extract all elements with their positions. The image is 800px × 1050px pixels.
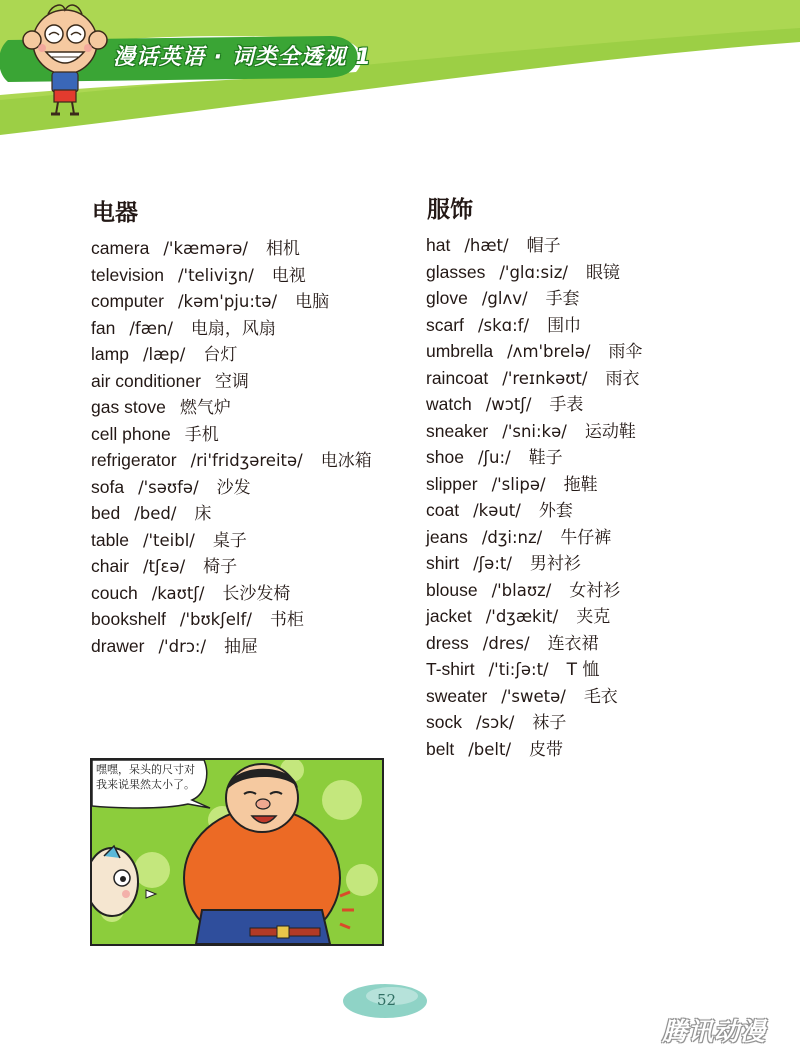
chinese-meaning: 毛衣 (583, 686, 618, 707)
chinese-meaning: 雨伞 (608, 342, 643, 362)
chinese-meaning: 手表 (549, 395, 584, 415)
phonetic-transcription: /'ti:ʃə:t/ (488, 660, 549, 679)
chinese-meaning: 外套 (538, 501, 573, 521)
appliance-word-list (91, 235, 372, 659)
phonetic-transcription: /'bʊkʃelf/ (179, 610, 252, 629)
english-word: computer (91, 291, 164, 311)
phonetic-transcription: /læp/ (142, 345, 186, 364)
phonetic-transcription: /'drɔ:/ (158, 636, 207, 656)
english-word: watch (426, 394, 472, 414)
chinese-meaning: 抽屉 (224, 636, 259, 657)
word-entry (426, 285, 642, 312)
english-word: cell phone (91, 423, 171, 444)
english-word: scarf (426, 314, 464, 335)
english-word: hat (426, 235, 451, 255)
word-entry (426, 709, 642, 736)
series-title: 漫话英语 · 词类全透视 1 (113, 45, 372, 70)
phonetic-transcription: /'slipə/ (491, 474, 546, 494)
word-entry (91, 474, 372, 501)
english-word: shirt (426, 553, 460, 573)
word-entry (426, 524, 642, 551)
phonetic-transcription: /'dʒækit/ (485, 607, 559, 626)
word-entry (426, 736, 642, 763)
word-entry (91, 633, 372, 660)
chinese-meaning: 皮带 (529, 739, 564, 760)
english-word: fan (91, 317, 116, 338)
word-entry (426, 603, 642, 630)
phonetic-transcription: /'teibl/ (142, 530, 195, 550)
word-entry (426, 656, 642, 683)
word-entry (426, 683, 642, 710)
phonetic-transcription: /bed/ (134, 504, 177, 523)
chinese-meaning: 连衣裙 (547, 633, 599, 654)
word-entry (426, 497, 642, 524)
english-word: sneaker (426, 420, 489, 441)
word-entry (91, 235, 372, 262)
english-word: couch (91, 582, 138, 603)
english-word: air conditioner (91, 370, 201, 391)
chinese-meaning: 雨衣 (605, 368, 640, 389)
comic-panel (90, 758, 384, 946)
word-entry (91, 368, 372, 395)
english-word: gas stove (91, 397, 166, 417)
word-entry (426, 391, 642, 418)
chinese-meaning: 空调 (214, 371, 249, 392)
english-word: refrigerator (91, 450, 177, 470)
phonetic-transcription: /hæt/ (464, 236, 509, 255)
phonetic-transcription: /sɔk/ (475, 713, 515, 732)
phonetic-transcription: /'blaʊz/ (491, 580, 552, 600)
word-entry (426, 471, 642, 498)
chinese-meaning: 女衬衫 (569, 580, 621, 601)
word-entry (426, 338, 642, 365)
phonetic-transcription: /belt/ (468, 739, 512, 759)
phonetic-transcription: /ʌm'brelə/ (507, 342, 591, 361)
english-word: glasses (426, 261, 486, 282)
chinese-meaning: 电视 (271, 265, 306, 286)
phonetic-transcription: /'səʊfə/ (138, 477, 199, 497)
english-word: coat (426, 500, 460, 520)
chinese-meaning: 相机 (265, 239, 300, 259)
word-entry (91, 421, 372, 448)
english-word: sock (426, 712, 462, 732)
phonetic-transcription: /tʃɛə/ (142, 557, 186, 576)
phonetic-transcription: /'teliviʒn/ (177, 265, 254, 285)
word-entry (91, 447, 372, 474)
chinese-meaning: 椅子 (203, 557, 238, 577)
english-word: table (91, 529, 129, 550)
watermark: 腾讯动漫 (662, 1017, 767, 1046)
word-entry (91, 341, 372, 368)
word-entry (426, 418, 642, 445)
phonetic-transcription: /glʌv/ (481, 289, 528, 308)
chinese-meaning: 沙发 (216, 477, 251, 498)
phonetic-transcription: /'glɑ:siz/ (499, 262, 568, 282)
chinese-meaning: 鞋子 (528, 448, 563, 468)
chinese-meaning: 电扇，风扇 (190, 318, 276, 339)
clothing-word-list (426, 232, 642, 762)
english-word: shoe (426, 447, 464, 467)
chinese-meaning: 夹克 (576, 607, 611, 627)
chinese-meaning: 牛仔裤 (560, 527, 612, 548)
english-word: glove (426, 288, 468, 308)
english-word: jacket (426, 606, 472, 626)
english-word: drawer (91, 635, 145, 656)
word-entry (91, 315, 372, 342)
chinese-meaning: 手机 (184, 424, 219, 445)
chinese-meaning: 燃气炉 (179, 398, 231, 418)
speech-bubble-text: 嘿嘿，呆头的尺寸对我来说果然太小了。 (96, 763, 195, 791)
chinese-meaning: 运动鞋 (584, 421, 636, 442)
phonetic-transcription: /kəm'pju:tə/ (177, 292, 278, 311)
word-entry (91, 262, 372, 289)
phonetic-transcription: /'swetə/ (501, 686, 566, 706)
word-entry (91, 500, 372, 527)
phonetic-transcription: /kaʊtʃ/ (151, 583, 205, 603)
chinese-meaning: T 恤 (566, 660, 600, 680)
chinese-meaning: 拖鞋 (563, 474, 598, 495)
chinese-meaning: 床 (194, 504, 212, 524)
word-entry (426, 577, 642, 604)
english-word: dress (426, 632, 469, 653)
word-entry (426, 444, 642, 471)
phonetic-transcription: /skɑ:f/ (477, 315, 530, 335)
word-entry (426, 259, 642, 286)
chinese-meaning: 眼镜 (585, 262, 620, 283)
phonetic-transcription: /dres/ (482, 633, 530, 653)
english-word: blouse (426, 579, 478, 600)
phonetic-transcription: /'sni:kə/ (502, 421, 567, 441)
phonetic-transcription: /ʃə:t/ (473, 554, 512, 573)
phonetic-transcription: /wɔtʃ/ (485, 395, 532, 414)
english-word: slipper (426, 473, 478, 494)
section-heading-appliances: 电器 (92, 200, 138, 226)
english-word: bed (91, 503, 121, 523)
english-word: lamp (91, 344, 129, 364)
word-entry (426, 365, 642, 392)
chinese-meaning: 台灯 (203, 345, 238, 365)
english-word: bookshelf (91, 609, 166, 629)
word-entry (426, 550, 642, 577)
english-word: umbrella (426, 341, 494, 361)
phonetic-transcription: /kəut/ (473, 501, 521, 520)
chinese-meaning: 围巾 (547, 315, 582, 336)
english-word: camera (91, 238, 150, 258)
english-word: raincoat (426, 367, 489, 388)
chinese-meaning: 电冰箱 (320, 451, 372, 471)
word-entry (91, 527, 372, 554)
chinese-meaning: 袜子 (532, 713, 567, 733)
page-number: 52 (377, 991, 397, 1009)
chinese-meaning: 电脑 (295, 292, 330, 312)
word-entry (426, 312, 642, 339)
chinese-meaning: 长沙发椅 (222, 583, 291, 604)
word-entry (91, 580, 372, 607)
chinese-meaning: 桌子 (212, 530, 247, 551)
word-entry (91, 553, 372, 580)
english-word: sweater (426, 685, 488, 706)
english-word: chair (91, 556, 129, 576)
english-word: sofa (91, 476, 125, 497)
phonetic-transcription: /'kæmərə/ (163, 239, 248, 258)
english-word: television (91, 264, 164, 285)
phonetic-transcription: /'reɪnkəʊt/ (502, 368, 588, 388)
section-heading-clothing: 服饰 (427, 197, 473, 223)
word-entry (426, 232, 642, 259)
mascot-icon (18, 2, 113, 117)
word-entry (91, 606, 372, 633)
word-entry (91, 394, 372, 421)
phonetic-transcription: /ʃu:/ (477, 448, 511, 467)
chinese-meaning: 男衬衫 (529, 554, 581, 574)
chinese-meaning: 帽子 (526, 236, 561, 256)
chinese-meaning: 书柜 (269, 610, 304, 630)
chinese-meaning: 手套 (545, 289, 580, 309)
english-word: jeans (426, 526, 468, 547)
phonetic-transcription: /dʒi:nz/ (481, 527, 543, 547)
word-entry (426, 630, 642, 657)
phonetic-transcription: /ri'fridʒəreitə/ (190, 451, 303, 470)
word-entry (91, 288, 372, 315)
english-word: T-shirt (426, 659, 475, 679)
phonetic-transcription: /fæn/ (129, 318, 173, 338)
english-word: belt (426, 738, 455, 759)
